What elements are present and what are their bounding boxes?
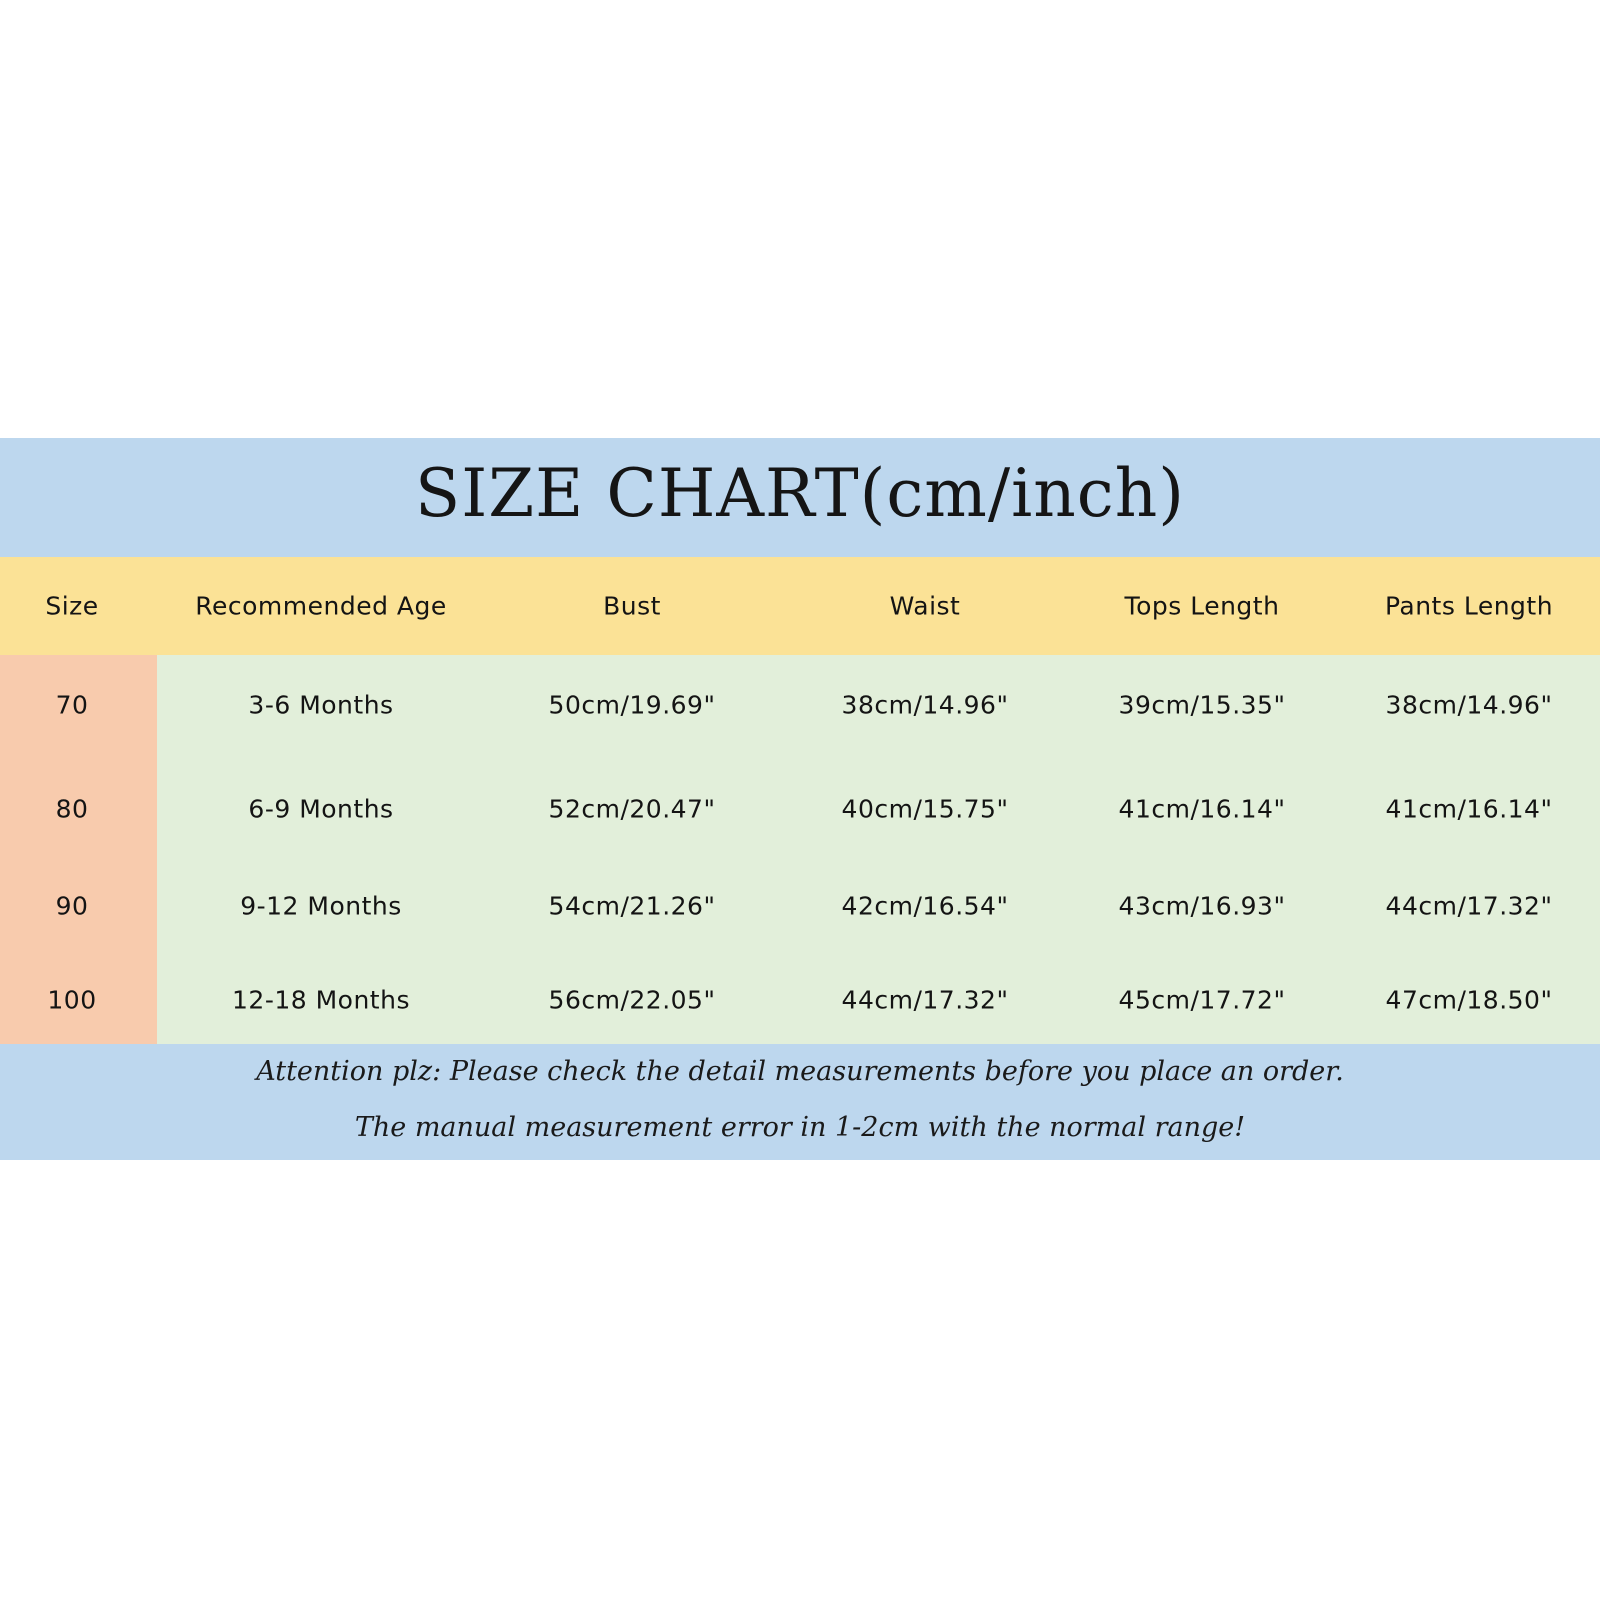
measurement-error-note: The manual measurement error in 1-2cm with the normal range! — [354, 1112, 1246, 1143]
note-band — [0, 1044, 1600, 1160]
cell-waist: 44cm/17.32" — [841, 985, 1009, 1015]
header-pants-length: Pants Length — [1384, 591, 1554, 621]
cell-size: 100 — [47, 985, 97, 1015]
cell-recommended-age: 6-9 Months — [248, 794, 394, 824]
cell-bust: 50cm/19.69" — [548, 690, 716, 720]
cell-tops-length: 45cm/17.72" — [1118, 985, 1286, 1015]
cell-recommended-age: 12-18 Months — [232, 985, 410, 1015]
header-size: Size — [45, 591, 99, 621]
cell-tops-length: 39cm/15.35" — [1118, 690, 1286, 720]
size-chart — [0, 438, 1600, 1160]
cell-bust: 52cm/20.47" — [548, 794, 716, 824]
cell-bust: 56cm/22.05" — [548, 985, 716, 1015]
header-bust: Bust — [603, 591, 661, 621]
cell-pants-length: 47cm/18.50" — [1385, 985, 1553, 1015]
title-band — [0, 438, 1600, 557]
cell-pants-length: 44cm/17.32" — [1385, 891, 1553, 921]
cell-pants-length: 41cm/16.14" — [1385, 794, 1553, 824]
header-recommended-age: Recommended Age — [195, 591, 447, 621]
cell-bust: 54cm/21.26" — [548, 891, 716, 921]
cell-tops-length: 43cm/16.93" — [1118, 891, 1286, 921]
cell-waist: 42cm/16.54" — [841, 891, 1009, 921]
cell-waist: 40cm/15.75" — [841, 794, 1009, 824]
cell-tops-length: 41cm/16.14" — [1118, 794, 1286, 824]
header-waist: Waist — [889, 591, 961, 621]
cell-recommended-age: 9-12 Months — [240, 891, 402, 921]
chart-title: SIZE CHART(cm/inch) — [415, 455, 1185, 532]
cell-size: 90 — [55, 891, 89, 921]
cell-waist: 38cm/14.96" — [841, 690, 1009, 720]
cell-size: 70 — [55, 690, 89, 720]
cell-size: 80 — [55, 794, 89, 824]
attention-note: Attention plz: Please check the detail measurements before you place an order. — [256, 1056, 1344, 1087]
header-tops-length: Tops Length — [1124, 591, 1280, 621]
cell-pants-length: 38cm/14.96" — [1385, 690, 1553, 720]
cell-recommended-age: 3-6 Months — [248, 690, 394, 720]
